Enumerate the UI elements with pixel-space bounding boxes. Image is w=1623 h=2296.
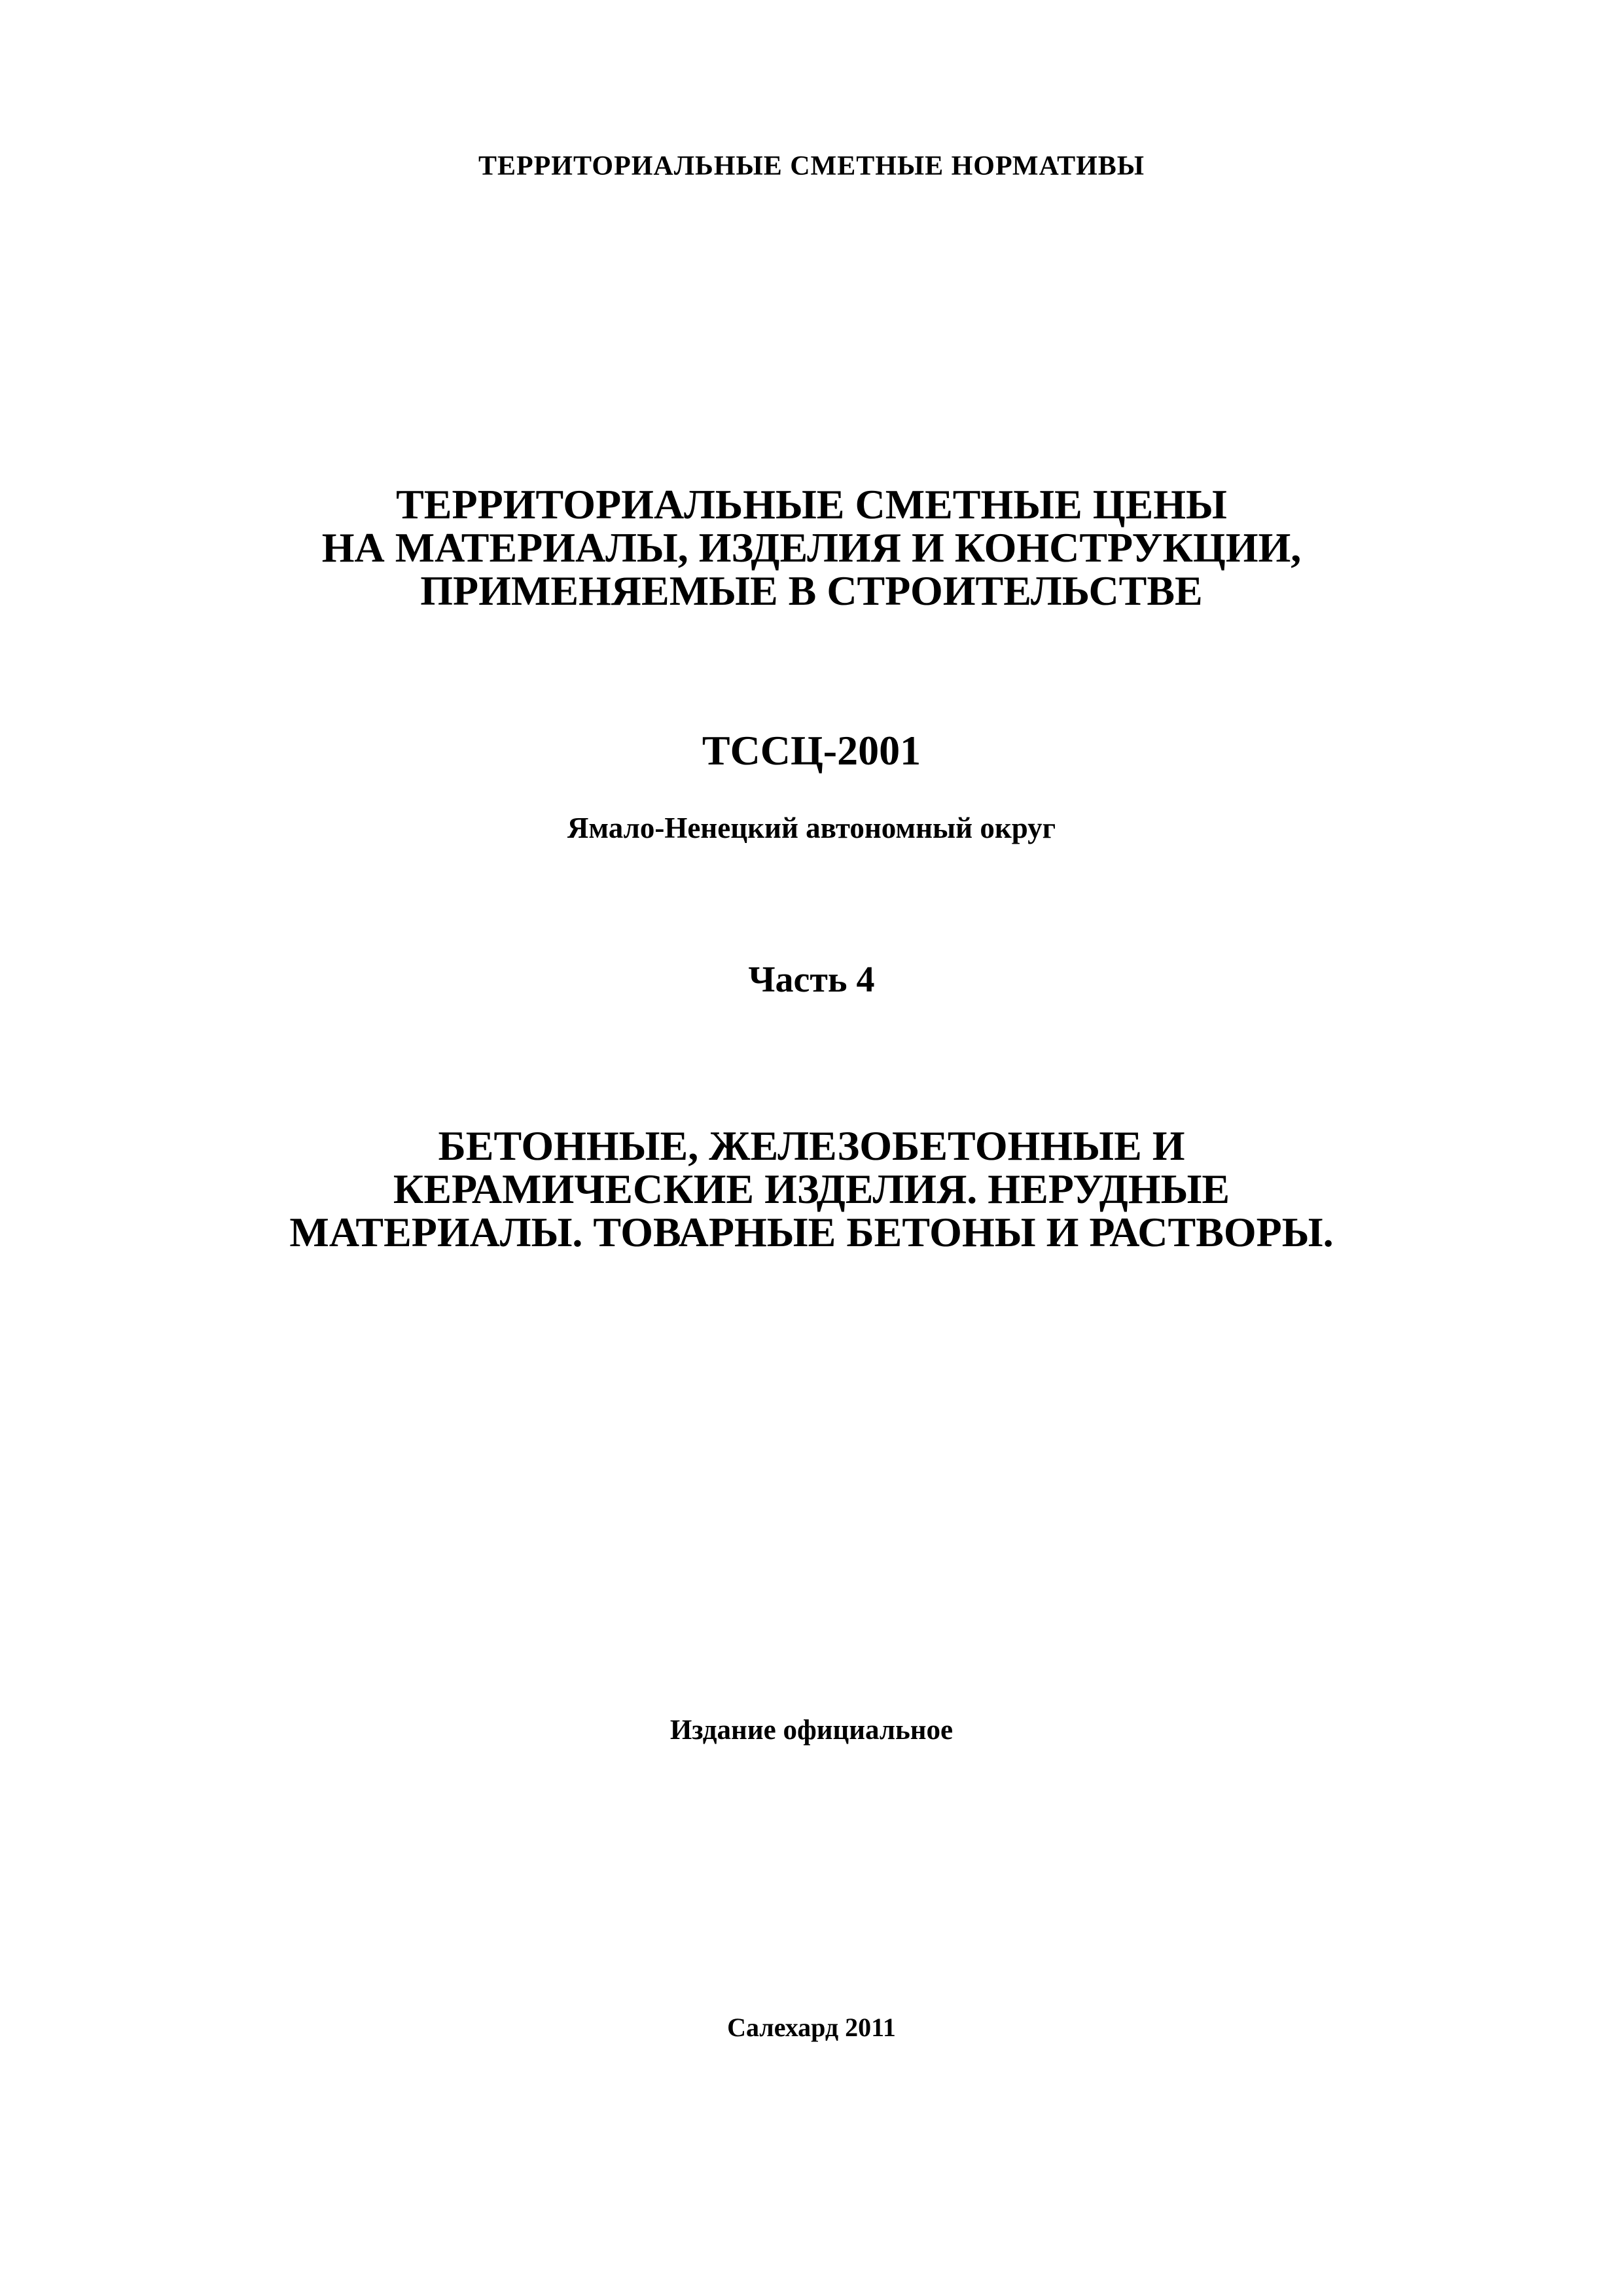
part-number: Часть 4 bbox=[748, 960, 875, 1000]
section-title-line-2: КЕРАМИЧЕСКИЕ ИЗДЕЛИЯ. НЕРУДНЫЕ bbox=[393, 1166, 1230, 1212]
document-title-line-1: ТЕРРИТОРИАЛЬНЫЕ СМЕТНЫЕ ЦЕНЫ bbox=[396, 481, 1227, 528]
series-header: ТЕРРИТОРИАЛЬНЫЕ СМЕТНЫЕ НОРМАТИВЫ bbox=[478, 151, 1145, 181]
place-and-year: Салехард 2011 bbox=[727, 2013, 896, 2042]
document-title-line-3: ПРИМЕНЯЕМЫЕ В СТРОИТЕЛЬСТВЕ bbox=[420, 567, 1203, 614]
edition-label: Издание официальное bbox=[669, 1715, 954, 1746]
document-title bbox=[0, 483, 1623, 613]
section-title-line-1: БЕТОННЫЕ, ЖЕЛЕЗОБЕТОННЫЕ И bbox=[438, 1122, 1185, 1169]
section-title bbox=[0, 1124, 1623, 1254]
document-title-line-2: НА МАТЕРИАЛЫ, ИЗДЕЛИЯ И КОНСТРУКЦИИ, bbox=[321, 524, 1302, 571]
section-title-line-3: МАТЕРИАЛЫ. ТОВАРНЫЕ БЕТОНЫ И РАСТВОРЫ. bbox=[289, 1209, 1334, 1255]
document-code: ТССЦ-2001 bbox=[702, 727, 921, 774]
region-name: Ямало-Ненецкий автономный округ bbox=[567, 812, 1056, 844]
